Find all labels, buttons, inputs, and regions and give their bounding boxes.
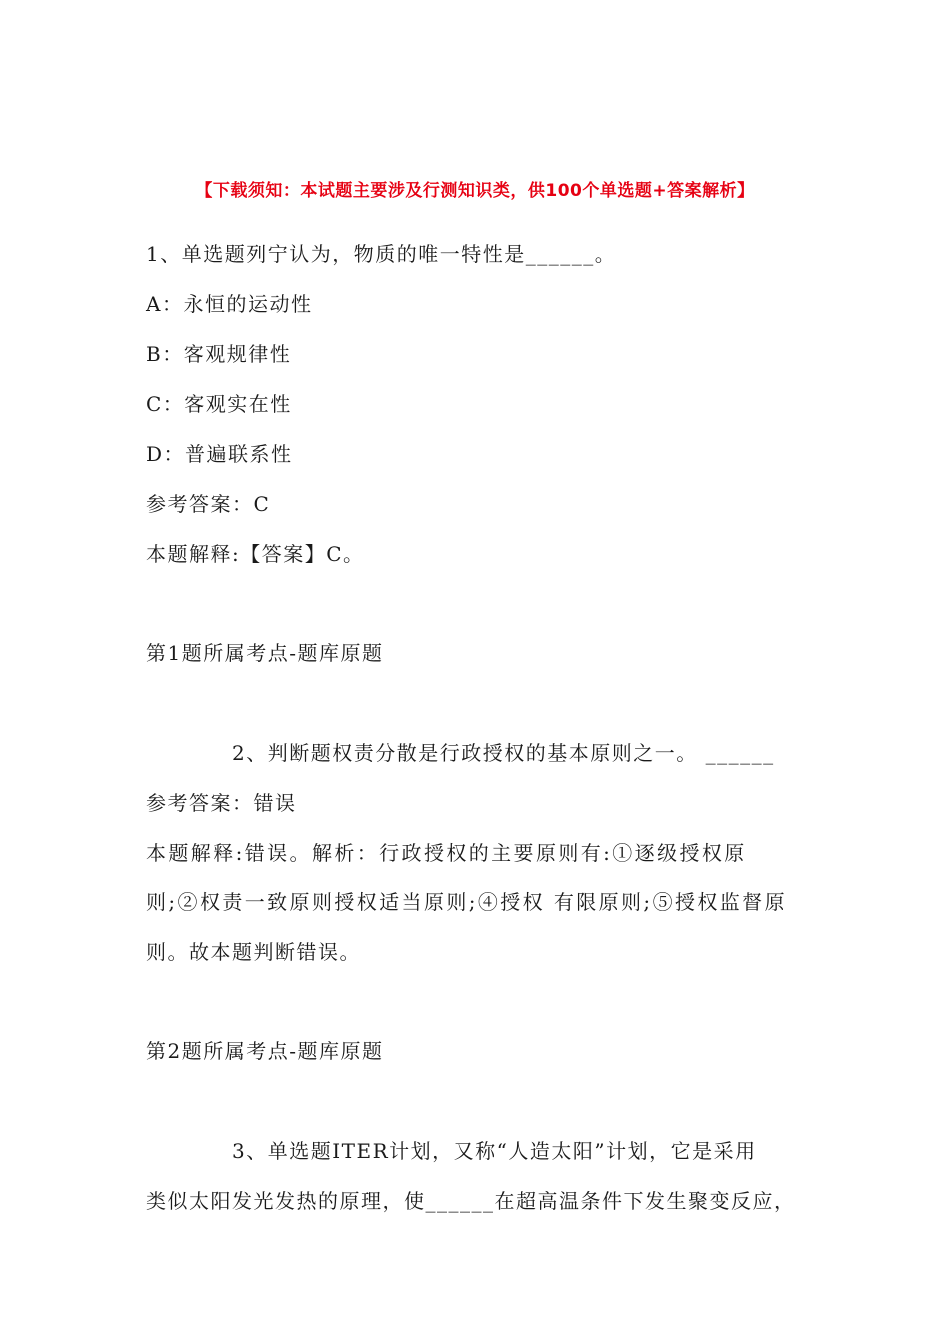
question-2-topic: 第2题所属考点-题库原题 bbox=[146, 1039, 384, 1063]
question-1-option-a: A：永恒的运动性 bbox=[146, 292, 313, 316]
question-3-stem-line-2: 类似太阳发光发热的原理，使______在超高温条件下发生聚变反应， bbox=[146, 1189, 796, 1213]
question-1-explanation: 本题解释:【答案】C。 bbox=[146, 542, 365, 566]
question-2-explanation-line-1: 本题解释:错误。解析：行政授权的主要原则有:①逐级授权原 bbox=[146, 841, 747, 865]
question-3-stem-line-1: 3、单选题ITER计划，又称“人造太阳”计划，它是采用 bbox=[232, 1139, 757, 1163]
question-1-topic: 第1题所属考点-题库原题 bbox=[146, 641, 384, 665]
question-2-answer: 参考答案：错误 bbox=[146, 791, 297, 815]
question-1-option-b: B：客观规律性 bbox=[146, 342, 292, 366]
question-2-stem: 2、判断题权责分散是行政授权的基本原则之一。 ______ bbox=[232, 741, 775, 765]
question-1-answer: 参考答案：C bbox=[146, 492, 271, 516]
question-1-option-c: C：客观实在性 bbox=[146, 392, 292, 416]
question-1-option-d: D：普遍联系性 bbox=[146, 442, 293, 466]
question-2-explanation-line-2: 则;②权责一致原则授权适当原则;④授权 有限原则;⑤授权监督原 bbox=[146, 890, 787, 914]
question-1-stem: 1、单选题列宁认为，物质的唯一特性是______。 bbox=[146, 242, 617, 266]
question-2-explanation-line-3: 则。故本题判断错误。 bbox=[146, 940, 361, 964]
download-notice: 【下载须知：本试题主要涉及行测知识类，供100个单选题+答案解析】 bbox=[195, 181, 755, 201]
